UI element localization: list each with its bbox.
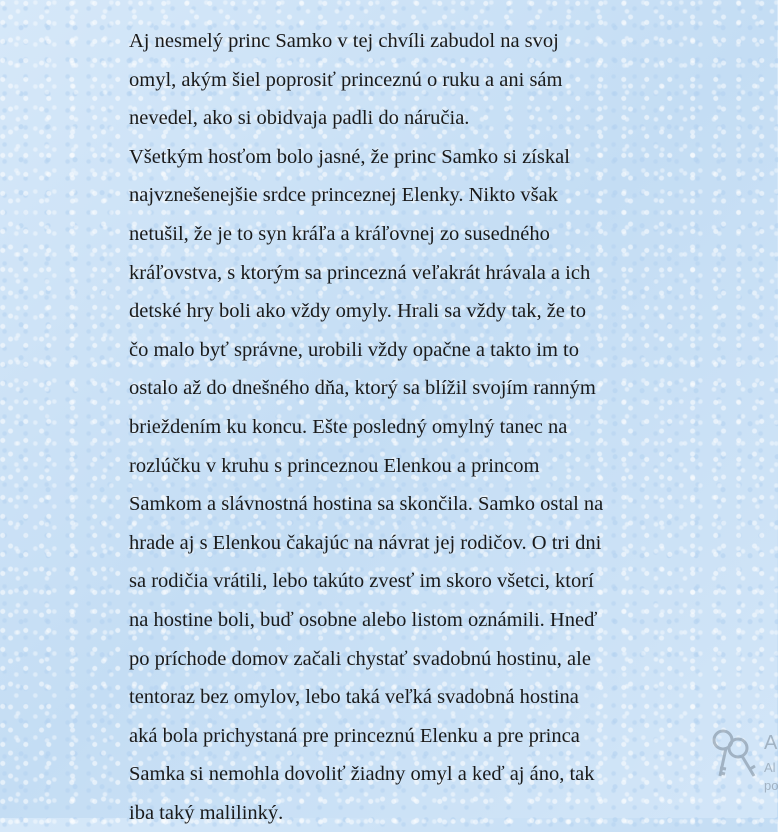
activation-watermark bbox=[706, 722, 777, 802]
story-line: najvznešenejšie srdce princeznej Elenky. Nikto však bbox=[129, 184, 559, 207]
story-line: tentoraz bez omylov, lebo taká veľká svadobná hostina bbox=[129, 686, 579, 709]
story-line: rozlúčku v kruhu s princeznou Elenkou a princom bbox=[129, 454, 540, 477]
story-line: omyl, akým šiel poprosiť princeznú o ruku a ani sám bbox=[129, 68, 563, 91]
story-line: iba taký malilinký. bbox=[129, 801, 284, 824]
story-line: aká bola prichystaná pre princeznú Elenku a pre princa bbox=[129, 724, 580, 747]
story-line: netušil, že je to syn kráľa a kráľovnej zo susedného bbox=[129, 222, 550, 245]
story-text bbox=[129, 22, 659, 832]
story-line: na hostine boli, buď osobne alebo listom oznámili. Hneď bbox=[129, 608, 598, 631]
story-line: sa rodičia vrátili, lebo takúto zvesť im skoro všetci, ktorí bbox=[129, 570, 594, 593]
watermark-line-2: po bbox=[764, 778, 778, 793]
key-icon bbox=[708, 726, 764, 782]
watermark-line-1: Al bbox=[764, 760, 776, 775]
story-line: Samka si nemohla dovoliť žiadny omyl a keď aj áno, tak bbox=[129, 763, 595, 786]
story-line: ostalo až do dnešného dňa, ktorý sa blížil svojím ranným bbox=[129, 377, 596, 400]
story-line: Samkom a slávnostná hostina sa skončila. Samko ostal na bbox=[129, 493, 604, 516]
watermark-title: A bbox=[764, 732, 778, 754]
story-line: Všetkým hosťom bolo jasné, že princ Samko si získal bbox=[129, 145, 570, 168]
story-line: detské hry boli ako vždy omyly. Hrali sa vždy tak, že to bbox=[129, 300, 586, 323]
story-line: čo malo byť správne, urobili vždy opačne a takto im to bbox=[129, 338, 579, 361]
story-line: hrade aj s Elenkou čakajúc na návrat jej rodičov. O tri dni bbox=[129, 531, 602, 554]
story-line: nevedel, ako si obidvaja padli do náručia. bbox=[129, 107, 470, 130]
story-line: Aj nesmelý princ Samko v tej chvíli zabudol na svoj bbox=[129, 30, 559, 52]
story-line: kráľovstva, s ktorým sa princezná veľakrát hrávala a ich bbox=[129, 261, 591, 284]
story-line: brieždením ku koncu. Ešte posledný omylný tanec na bbox=[129, 415, 568, 438]
story-line: po príchode domov začali chystať svadobnú hostinu, ale bbox=[129, 647, 591, 670]
